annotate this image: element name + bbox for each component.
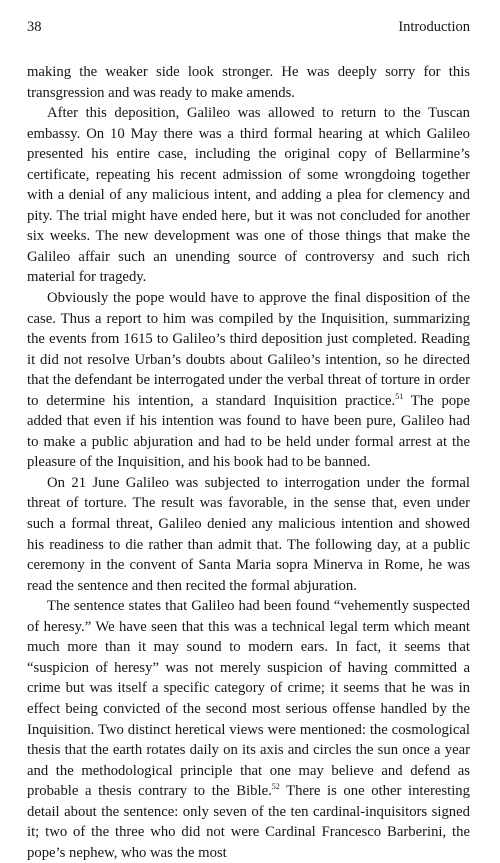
paragraph-text: The sentence states that Galileo had been found “vehemently suspected of heresy.” We have seen that this was a technical legal term which meant much more than it may sound to modern ears. In fact, it seems that “suspicion of heresy” was not merely suspicion of having committed a crime but was itself a specific category of crime; it seems that he was in effect being convicted of the second most serious offense handled by the Inquisition. Two distinct heretical views were mentioned: the cosmological thesis that the earth rotates daily on its axis and circles the sun once a year and the methodological principle that one may believe and defend as probable a thesis contrary to the Bible. (27, 598, 470, 800)
running-head (27, 17, 470, 37)
paragraph-text: The pope added that even if his intention was found to have been pure, Galileo had to make a public abjuration and had to be held under formal arrest at the pleasure of the Inquisition, and his book had to be banned. (27, 392, 471, 471)
paragraph-text: There is one other interesting detail about the sentence: only seven of the ten cardinal-inquisitors signed it; two of the three who did not were Cardinal Francesco Barberini, the pope’s nephew, who was the most (27, 783, 470, 861)
paragraph-text: On 21 June Galileo was subjected to interrogation under the formal threat of torture. The result was favorable, in the sense that, even under such a formal threat, Galileo denied any malicious intention and showed his readiness to die rather than admit that. The following day, at a public ceremony in the convent of Santa Maria sopra Minerva in Rome, he was read the sentence and then recited the formal abjuration. (27, 474, 470, 594)
paragraph-text: making the weaker side look stronger. He was deeply sorry for this transgression and was ready to make amends. (27, 64, 470, 101)
paragraph (27, 62, 470, 103)
footnote-marker: 52 (271, 782, 280, 792)
section-title: Introduction (398, 19, 470, 35)
paragraph (27, 103, 470, 288)
paragraph (27, 288, 470, 473)
paragraph (27, 473, 470, 596)
body-text (27, 62, 470, 863)
paragraph-text: Obviously the pope would have to approve the final disposition of the case. Thus a report to him was compiled by the Inquisition, summarizing the events from 1615 to Galileo’s third deposition just completed. Reading it did not resolve Urban’s doubts about Galileo’s intention, so he directed that the defendant be interrogated under the verbal threat of torture in order to determine his intention, a standard Inquisition practice. (27, 290, 470, 409)
paragraph-text: After this deposition, Galileo was allowed to return to the Tuscan embassy. On 10 May there was a third formal hearing at which Galileo presented his entire case, including the original copy of Bellarmine’s certificate, repeating his recent admission of some wrongdoing together with a denial of any malicious intent, and adding a plea for clemency and pity. The trial might have ended here, but it was not concluded for another six weeks. The new development was one of those things that make the Galileo affair such an unending source of controversy and such rich material for tragedy. (27, 105, 470, 286)
page-number: 38 (27, 19, 42, 35)
paragraph (27, 596, 470, 863)
footnote-marker: 51 (395, 391, 404, 401)
